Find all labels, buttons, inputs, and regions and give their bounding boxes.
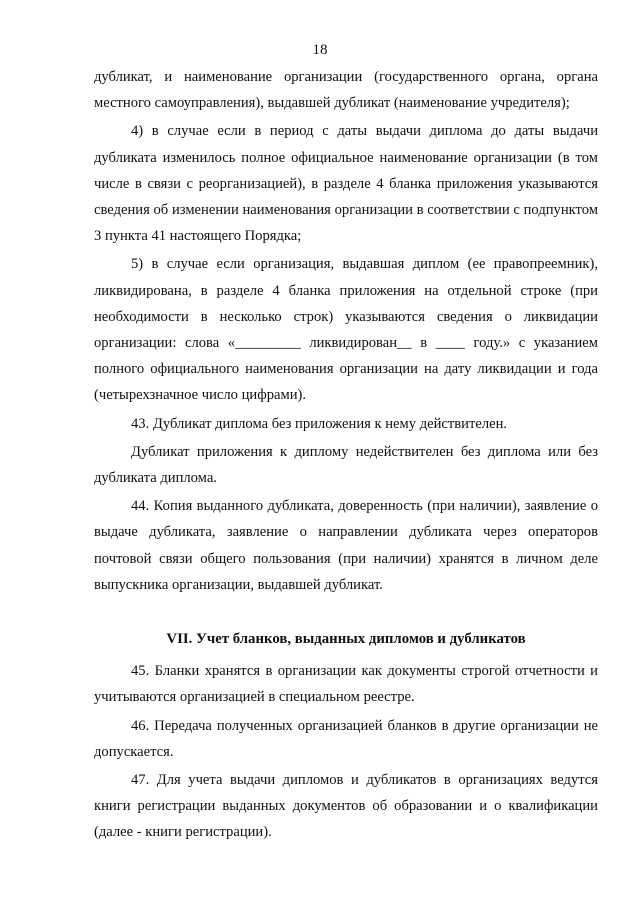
paragraph-continuation: дубликат, и наименование организации (государственного органа, органа местного самоуправления), выдавшей дубликат (наименование учредителя);	[94, 69, 598, 112]
paragraph-46: 46. Передача полученных организацией бланков в другие организации не допускается.	[94, 717, 598, 760]
paragraph-43-continuation: Дубликат приложения к диплому недействителен без диплома или без дубликата диплома.	[94, 443, 598, 487]
section-heading: VII. Учет бланков, выданных дипломов и дубликатов	[166, 631, 526, 648]
paragraph-43: 43. Дубликат диплома без приложения к нему действителен.	[131, 415, 508, 432]
paragraph-44: 44. Копия выданного дубликата, доверенность (при наличии), заявление о выдаче дубликата, заявление о направлении дубликата через операторов почтовой связи общего пользования (при наличии) хранятся в личном деле выпускника организации, выдавшей дубликат.	[94, 498, 598, 593]
paragraph-item-5: 5) в случае если организация, выдавшая диплом (ее правопреемник), ликвидирована, в разделе 4 бланка приложения на отдельной строке (при необходимости в несколько строк) указываются сведения о ликвидации организации: слова «_________ ликвидирован__ в ____ году.» с указанием полного официального наименования организации на дату ликвидации и года (четырехзначное число цифрами).	[94, 256, 598, 404]
paragraph-45: 45. Бланки хранятся в организации как документы строгой отчетности и учитываются организацией в специальном реестре.	[94, 663, 598, 706]
page-number: 18	[312, 42, 328, 58]
paragraph-47: 47. Для учета выдачи дипломов и дубликатов в организациях ведутся книги регистрации выданных документов об образовании и о квалификации (далее - книги регистрации).	[94, 772, 598, 841]
paragraph-item-4: 4) в случае если в период с даты выдачи диплома до даты выдачи дубликата изменилось полное официальное наименование организации (в том числе в связи с реорганизацией), в разделе 4 бланка приложения указываются сведения об изменении наименования организации в соответствии с подпунктом 3 пункта 41 настоящего Порядка;	[94, 123, 598, 245]
document-body	[94, 64, 598, 848]
